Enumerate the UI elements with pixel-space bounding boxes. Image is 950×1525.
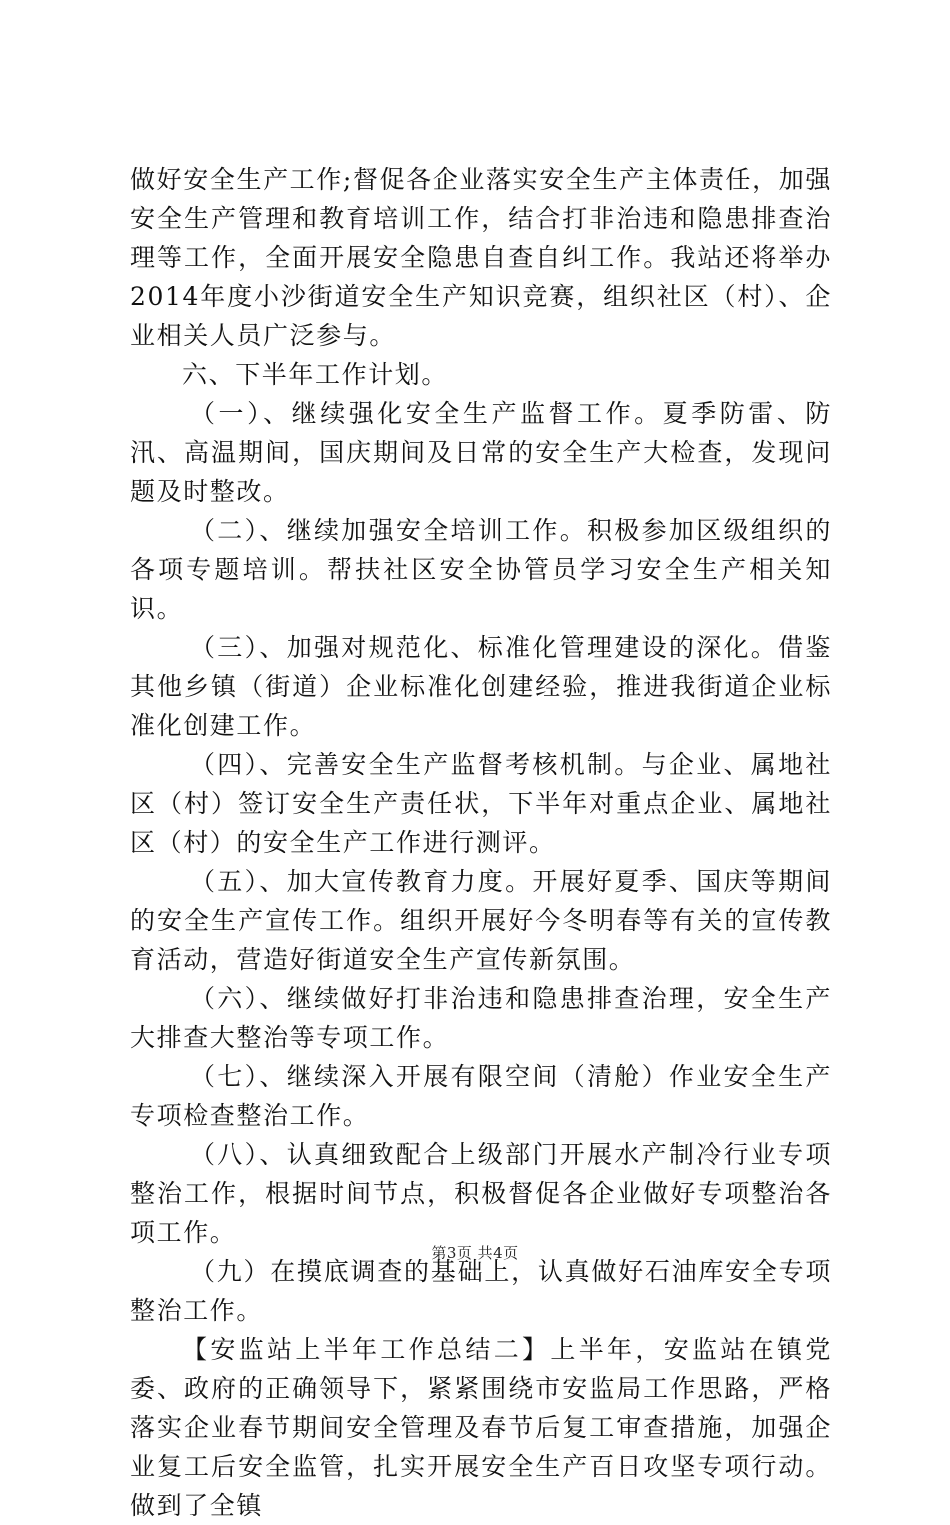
section-heading-plan: 六、下半年工作计划。 — [182, 360, 449, 389]
plan-item-6: （六）、继续做好打非治违和隐患排查治理，安全生产大排查大整治等专项工作。 — [130, 984, 832, 1052]
plan-item-7: （七）、继续深入开展有限空间（清舱）作业安全生产专项检查整治工作。 — [130, 1062, 832, 1130]
plan-item-3: （三）、加强对规范化、标准化管理建设的深化。借鉴其他乡镇（街道）企业标准化创建经验，推进我街道企业标准化创建工作。 — [130, 633, 832, 740]
plan-item-1: （一）、继续强化安全生产监督工作。夏季防雷、防汛、高温期间，国庆期间及日常的安全生产大检查，发现问题及时整改。 — [130, 399, 832, 506]
summary-two-paragraph: 【安监站上半年工作总结二】上半年，安监站在镇党委、政府的正确领导下，紧紧围绕市安监局工作思路，严格落实企业春节期间安全管理及春节后复工审查措施，加强企业复工后安全监管，扎实开展安全生产百日攻坚专项行动。做到了全镇 — [130, 1335, 832, 1520]
plan-item-9: （九）在摸底调查的基础上，认真做好石油库安全专项整治工作。 — [130, 1257, 832, 1325]
plan-item-2: （二）、继续加强安全培训工作。积极参加区级组织的各项专题培训。帮扶社区安全协管员学习安全生产相关知识。 — [130, 516, 832, 623]
plan-item-8: （八）、认真细致配合上级部门开展水产制冷行业专项整治工作，根据时间节点，积极督促各企业做好专项整治各项工作。 — [130, 1140, 832, 1247]
document-body — [130, 160, 832, 1525]
page-footer: 第3页 共4页 — [431, 1244, 519, 1262]
plan-item-5: （五）、加大宣传教育力度。开展好夏季、国庆等期间的安全生产宣传工作。组织开展好今冬明春等有关的宣传教育活动，营造好街道安全生产宣传新氛围。 — [130, 867, 832, 974]
plan-item-4: （四）、完善安全生产监督考核机制。与企业、属地社区（村）签订安全生产责任状，下半年对重点企业、属地社区（村）的安全生产工作进行测评。 — [130, 750, 832, 857]
paragraph-continuation: 做好安全生产工作;督促各企业落实安全生产主体责任，加强安全生产管理和教育培训工作，结合打非治违和隐患排查治理等工作，全面开展安全隐患自查自纠工作。我站还将举办2014年度小沙街道安全生产知识竞赛，组织社区（村）、企业相关人员广泛参与。 — [130, 165, 832, 350]
